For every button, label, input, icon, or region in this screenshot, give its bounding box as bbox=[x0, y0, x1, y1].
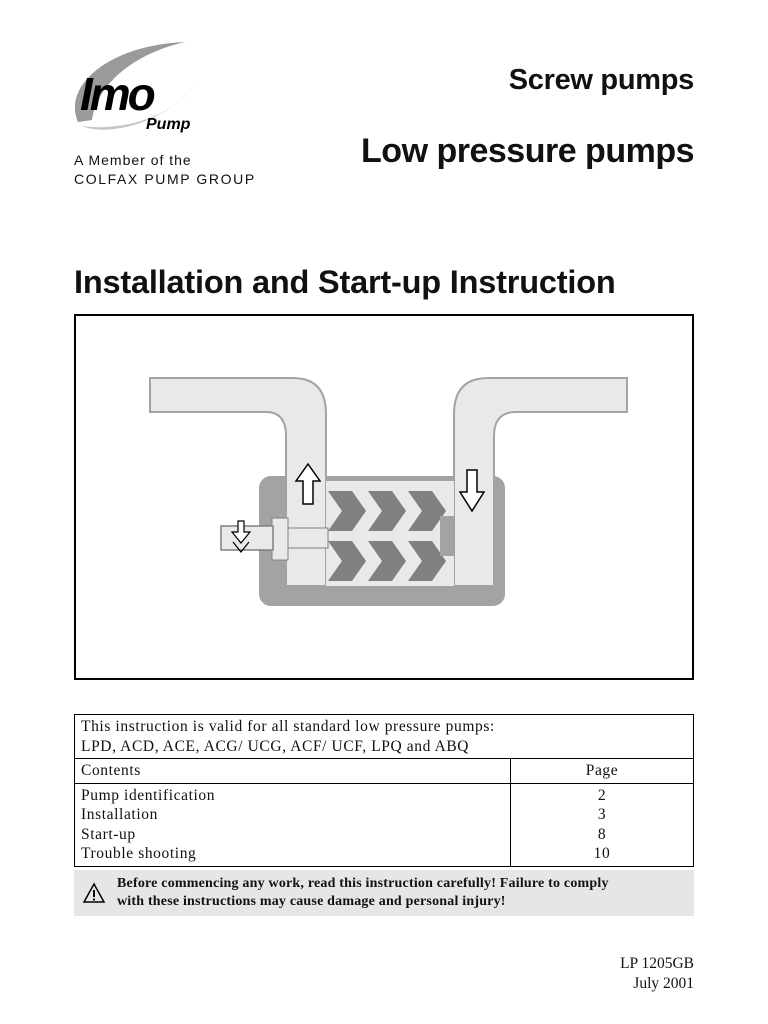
toc-page: 3 bbox=[597, 806, 607, 823]
toc-page: 2 bbox=[597, 786, 607, 804]
member-line-1: A Member of the bbox=[74, 152, 192, 168]
shaft-flange bbox=[272, 518, 288, 560]
warning-line-1: Before commencing any work, read this instruction carefully! Failure to comply bbox=[117, 876, 609, 891]
document-number: LP 1205GB bbox=[620, 955, 694, 972]
toc-item: Trouble shooting bbox=[81, 845, 197, 862]
logo-sub-text: Pump bbox=[146, 116, 191, 133]
validity-line-2: LPD, ACD, ACE, ACG/ UCG, ACF/ UCF, LPQ and ABQ bbox=[81, 737, 470, 755]
toc-item: Start-up bbox=[81, 825, 136, 843]
warning-line-2: with these instructions may cause damage and personal injury! bbox=[117, 894, 506, 909]
validity-line-1: This instruction is valid for all standard low pressure pumps: bbox=[81, 718, 495, 735]
document-date: July 2001 bbox=[633, 975, 694, 992]
warning-triangle-icon bbox=[82, 882, 106, 904]
pump-shaft bbox=[286, 528, 328, 548]
imo-swoosh-logo-graphic bbox=[70, 40, 210, 140]
validity-row bbox=[75, 715, 694, 759]
warning-text bbox=[117, 875, 609, 911]
inlet-pipe bbox=[454, 378, 627, 586]
contents-titles bbox=[75, 783, 511, 866]
contents-body-row bbox=[75, 783, 694, 866]
toc-item: Installation bbox=[81, 806, 158, 823]
document-title: Installation and Start-up Instruction bbox=[74, 264, 616, 300]
toc-page: 8 bbox=[597, 825, 607, 843]
shaft-end bbox=[221, 526, 273, 550]
contents-pages bbox=[511, 783, 694, 866]
document-footer bbox=[620, 954, 694, 994]
toc-item: Pump identification bbox=[81, 786, 216, 804]
logo-brand-text: Imo bbox=[80, 68, 153, 120]
contents-table bbox=[74, 714, 694, 867]
product-title: Screw pumps bbox=[508, 64, 694, 96]
validity-cell bbox=[75, 715, 694, 759]
screw-end-bearing bbox=[440, 516, 454, 556]
product-subtitle: Low pressure pumps bbox=[361, 132, 694, 170]
outlet-pipe bbox=[150, 378, 326, 586]
contents-header: Contents bbox=[75, 759, 511, 784]
screw-pump-diagram bbox=[76, 316, 692, 678]
pump-diagram-frame bbox=[74, 314, 694, 680]
toc-page: 10 bbox=[593, 845, 611, 862]
warning-box bbox=[74, 870, 694, 916]
contents-header-row bbox=[75, 759, 694, 784]
imo-pump-logo bbox=[70, 40, 210, 140]
member-line-2: COLFAX PUMP GROUP bbox=[74, 171, 256, 187]
page-header: Page bbox=[511, 759, 694, 784]
member-of-group bbox=[74, 151, 256, 189]
